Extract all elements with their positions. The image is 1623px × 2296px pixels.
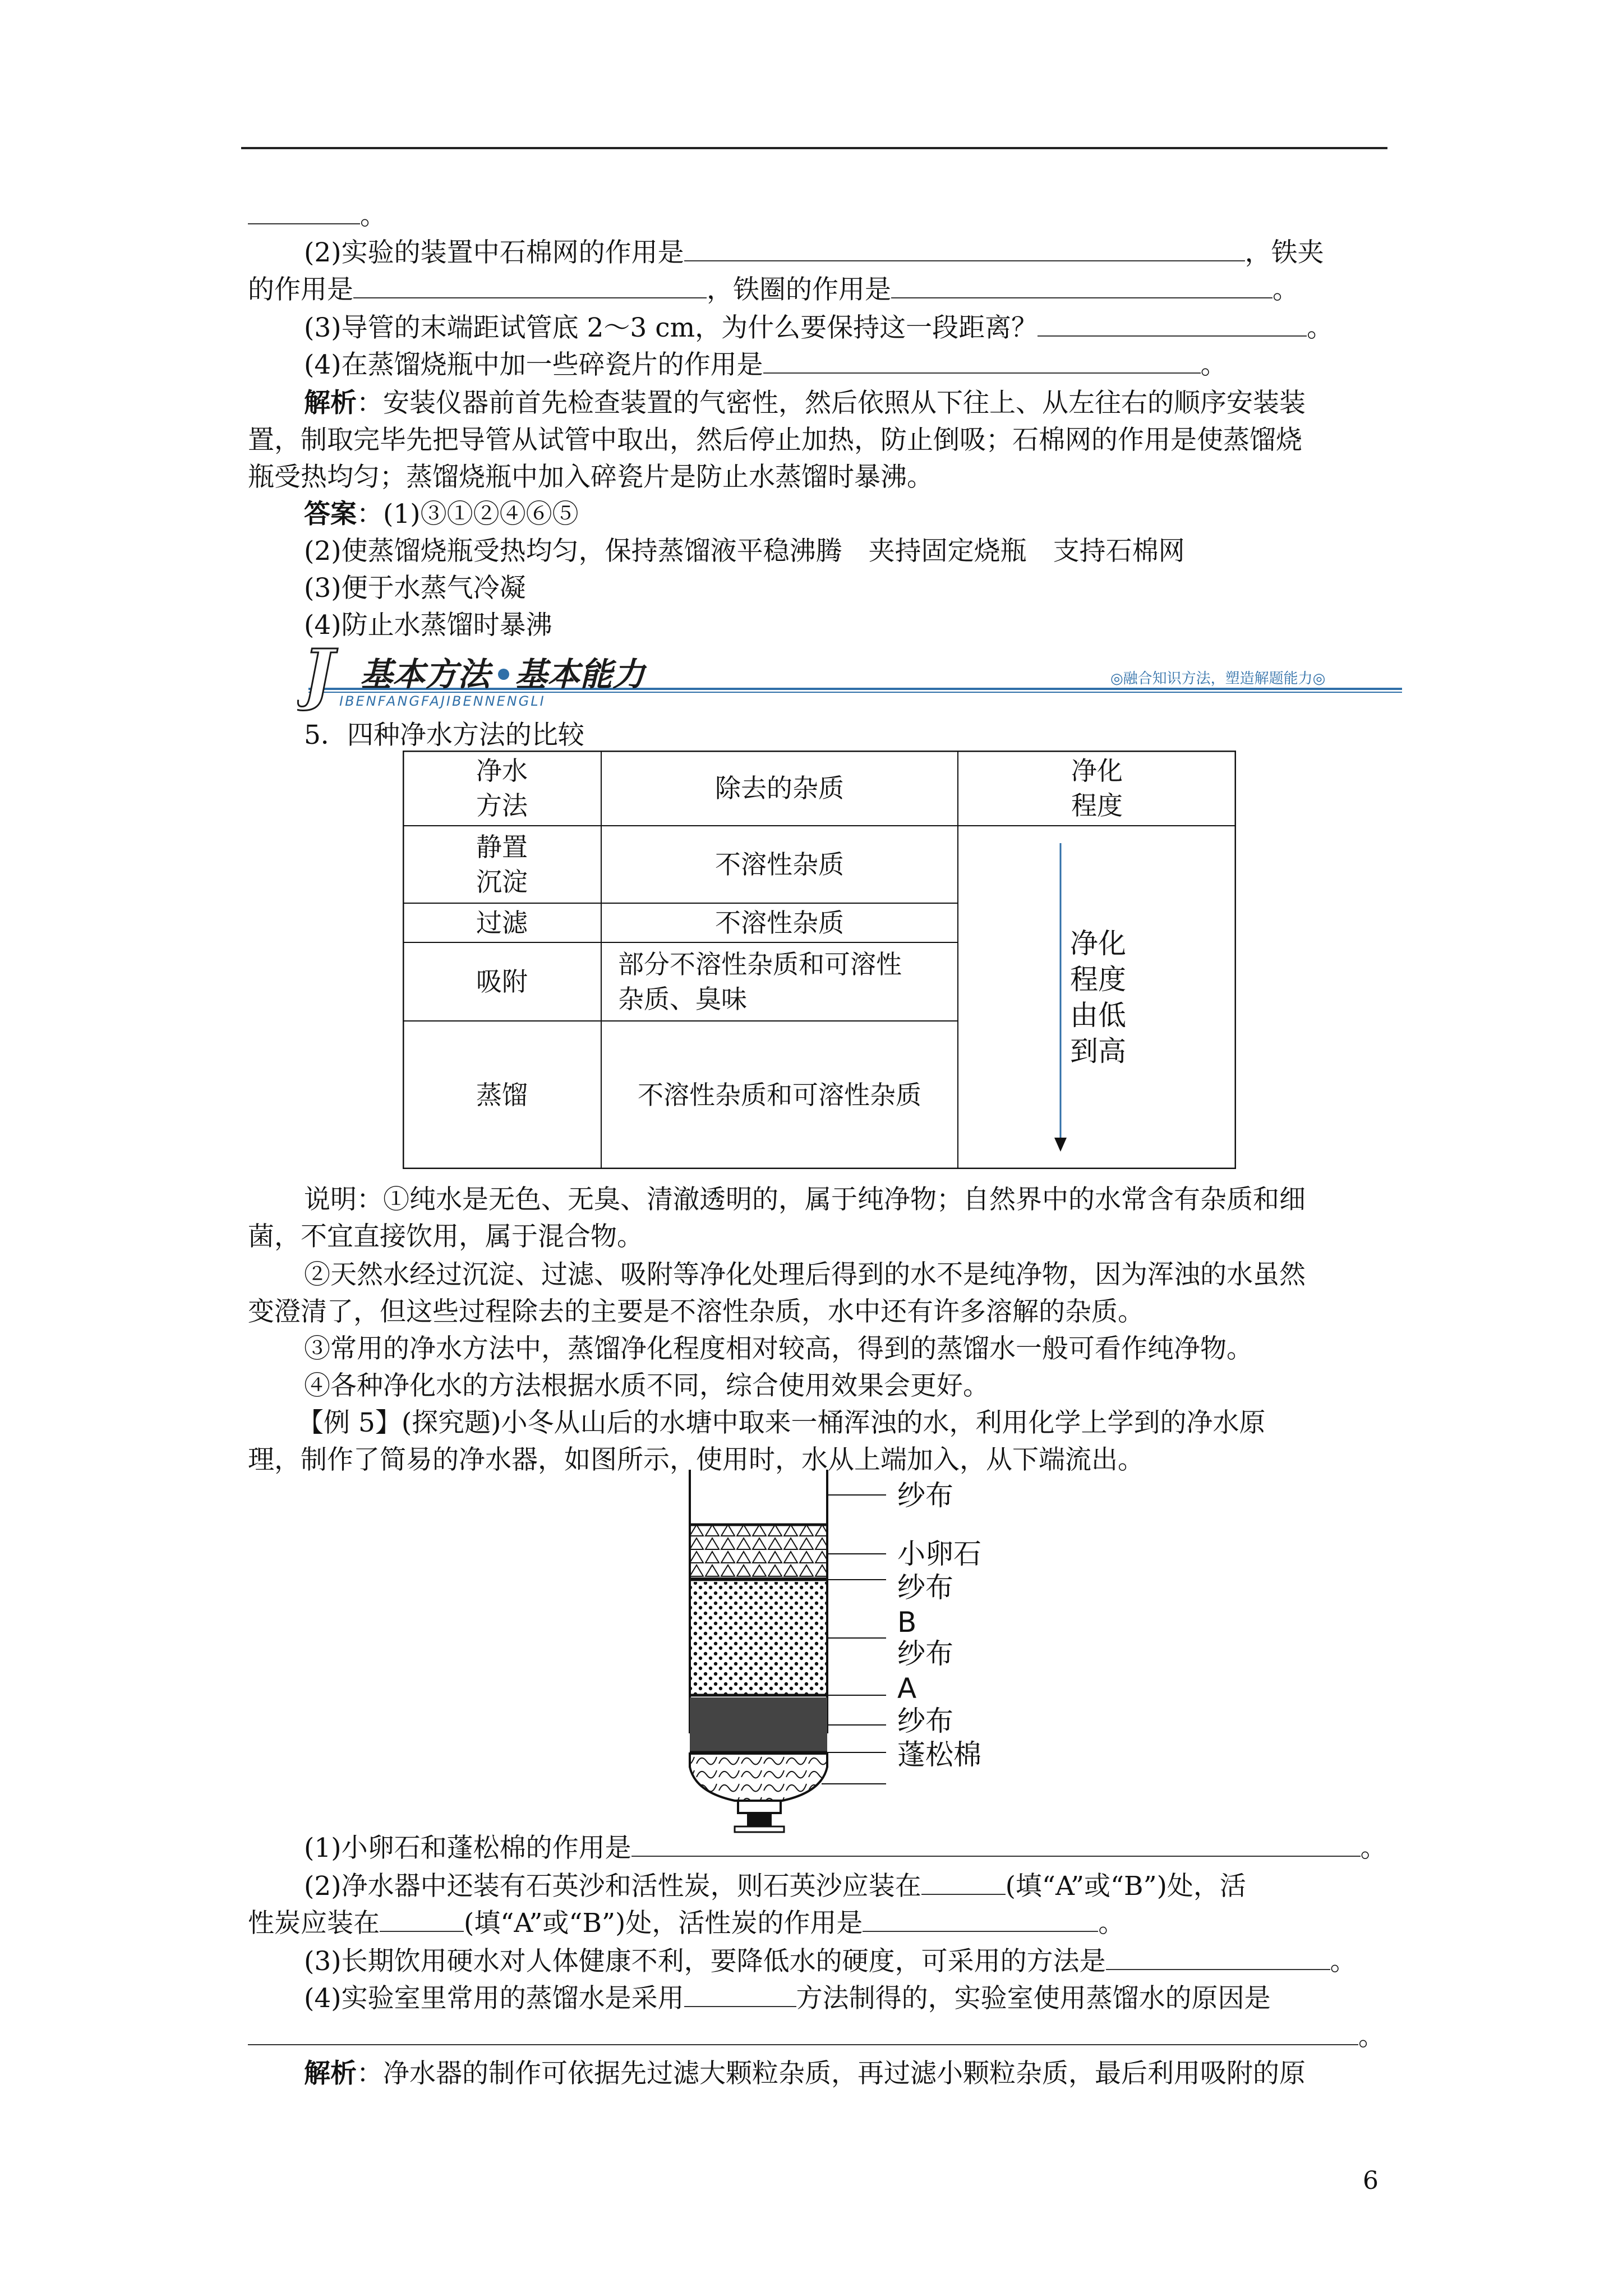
answer-line: 答案：(1)③①②④⑥⑤ xyxy=(304,499,579,530)
e3-line: (3)长期饮用硬水对人体健康不利，要降低水的硬度，可采用的方法是 。 xyxy=(304,1946,1357,1977)
e1-line: (1)小卵石和蓬松棉的作用是 。 xyxy=(304,1833,1387,1864)
answer-blank[interactable] xyxy=(380,1908,464,1932)
q3-line: (3)导管的末端距试管底 2～3 cm，为什么要保持这一段距离？ 。 xyxy=(304,312,1334,343)
answer-line: (2)使蒸馏烧瓶受热均匀，保持蒸馏液平稳沸腾 夹持固定烧瓶 支持石棉网 xyxy=(304,536,1185,567)
answer-blank[interactable] xyxy=(1038,313,1307,337)
example-line: 【例 5】(探究题)小冬从山后的水塘中取来一桶浑浊的水，利用化学上学到的净水原 xyxy=(297,1407,1266,1438)
note-line: 变澄清了，但这些过程除去的主要是不溶性杂质，水中还有许多溶解的杂质。 xyxy=(248,1296,1144,1327)
filter-drawing xyxy=(673,1470,1066,1806)
answer-blank[interactable] xyxy=(248,2022,1358,2045)
answer-blank[interactable] xyxy=(684,238,1245,261)
banner-title-2: 基本能力 xyxy=(515,655,645,693)
answer-blank[interactable] xyxy=(891,275,1272,298)
example-line: 理，制作了简易的净水器，如图所示，使用时，水从上端加入，从下端流出。 xyxy=(248,1444,1144,1475)
layer-a xyxy=(690,1697,827,1751)
banner-slogan: ◎融合知识方法，塑造解题能力◎ xyxy=(1110,670,1326,687)
table-cell-impurity: 不溶性杂质和可溶性杂质 xyxy=(638,1080,921,1110)
filter-label: 小卵石 xyxy=(897,1538,981,1570)
table-header: 净水 方法 xyxy=(476,756,528,821)
answer-blank[interactable] xyxy=(248,201,360,224)
cotton-layer xyxy=(690,1754,827,1801)
filter-label: 纱布 xyxy=(897,1705,953,1737)
analysis-line: 置，制取完毕先把导管从试管中取出，然后停止加热，防止倒吸；石棉网的作用是使蒸馏烧 xyxy=(248,425,1302,455)
degree-label: 净化 程度 由低 到高 xyxy=(1070,927,1126,1068)
table-cell-impurity: 部分不溶性杂质和可溶性 杂质、臭味 xyxy=(618,949,902,1014)
table-cell-method: 过滤 xyxy=(476,908,528,938)
e4-line2: 。 xyxy=(248,2018,1386,2055)
table-cell-method: 静置 沉淀 xyxy=(476,832,528,897)
filter-label: 纱布 xyxy=(897,1637,953,1670)
analysis-line: 解析：安装仪器前首先检查装置的气密性，然后依照从下往上、从左往右的顺序安装装 xyxy=(304,388,1306,418)
e4-line1: (4)实验室里常用的蒸馏水是采用 方法制得的，实验室使用蒸馏水的原因是 xyxy=(304,1983,1271,2014)
banner-title: 基本方法 xyxy=(360,655,491,693)
banner-letter: J xyxy=(303,645,334,712)
note-line: ③常用的净水方法中，蒸馏净化程度相对较高，得到的蒸馏水一般可看作纯净物。 xyxy=(304,1333,1253,1364)
table-header: 净化 程度 xyxy=(1071,756,1123,821)
answer-blank[interactable] xyxy=(1106,1947,1330,1970)
e2-line1: (2)净水器中还装有石英沙和活性炭，则石英沙应装在 (填“A”或“B”)处，活 xyxy=(304,1871,1246,1902)
water-filter-diagram xyxy=(673,1470,1066,1806)
q1-tail: 。 xyxy=(248,197,1386,234)
answer-blank[interactable] xyxy=(863,1908,1098,1932)
q2-line2: 的作用是 ，铁圈的作用是 。 xyxy=(248,274,1299,305)
filter-label: 纱布 xyxy=(897,1571,953,1604)
answer-blank[interactable] xyxy=(763,350,1201,374)
note-line: ②天然水经过沉淀、过滤、吸附等净化处理后得到的水不是纯净物，因为浑浊的水虽然 xyxy=(304,1259,1306,1290)
q4-line: (4)在蒸馏烧瓶中加一些碎瓷片的作用是 。 xyxy=(304,349,1227,380)
pebble-layer xyxy=(690,1525,827,1578)
analysis-line: 瓶受热均匀；蒸馏烧瓶中加入碎瓷片是防止水蒸馏时暴沸。 xyxy=(248,462,933,493)
arrow-head-icon xyxy=(1054,1138,1067,1152)
table-cell-impurity: 不溶性杂质 xyxy=(715,849,844,880)
banner-graphic xyxy=(297,645,1408,712)
q2-line1: (2)实验的装置中石棉网的作用是 ，铁夹 xyxy=(304,237,1324,268)
answer-blank[interactable] xyxy=(353,275,707,298)
purification-table xyxy=(403,751,1236,1169)
section-title: 5．四种净水方法的比较 xyxy=(304,720,584,751)
section-banner xyxy=(297,645,1408,712)
note-line: 菌，不宜直接饮用，属于混合物。 xyxy=(248,1221,643,1252)
note-line: 说明：①纯水是无色、无臭、清澈透明的，属于纯净物；自然界中的水常含有杂质和细 xyxy=(304,1184,1306,1215)
analysis-line: 解析：净水器的制作可依据先过滤大颗粒杂质，再过滤小颗粒杂质，最后利用吸附的原 xyxy=(304,2058,1306,2089)
answer-blank[interactable] xyxy=(684,1984,796,2007)
answer-line: (3)便于水蒸气冷凝 xyxy=(304,573,526,604)
page-number: 6 xyxy=(1363,2166,1378,2195)
table-cell-impurity: 不溶性杂质 xyxy=(715,908,844,938)
filter-label: 蓬松棉 xyxy=(897,1738,981,1771)
table-cell-method: 吸附 xyxy=(476,967,528,997)
answer-blank[interactable] xyxy=(921,1871,1006,1895)
answer-line: (4)防止水蒸馏时暴沸 xyxy=(304,610,552,641)
table-cell-method: 蒸馏 xyxy=(476,1080,528,1110)
filter-label: B xyxy=(897,1606,917,1639)
banner-pinyin: IBENFANGFAJIBENNENGLI xyxy=(339,693,546,709)
header-rule xyxy=(241,147,1387,149)
layer-b xyxy=(690,1582,827,1694)
filter-label: A xyxy=(897,1672,917,1705)
filter-label: 纱布 xyxy=(897,1479,953,1512)
answer-blank[interactable] xyxy=(631,1833,1361,1857)
table-header: 除去的杂质 xyxy=(715,773,844,803)
note-line: ④各种净化水的方法根据水质不同，综合使用效果会更好。 xyxy=(304,1370,989,1401)
e2-line2: 性炭应装在 (填“A”或“B”)处，活性炭的作用是 。 xyxy=(248,1908,1125,1939)
